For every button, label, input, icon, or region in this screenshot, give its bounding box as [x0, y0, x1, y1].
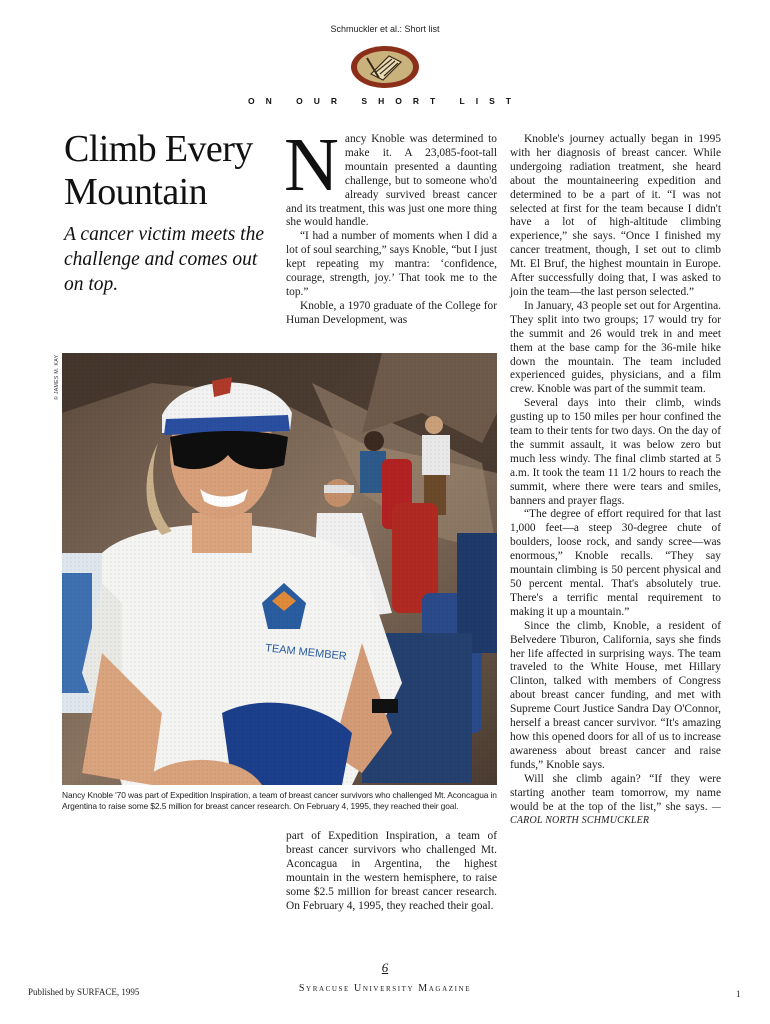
sheet-number: 1 — [736, 989, 741, 999]
article-column-1 — [284, 123, 497, 328]
magazine-name: Syracuse University Magazine — [298, 983, 472, 994]
paragraph: “I had a number of moments when I did a lot of soul searching,” says Knoble, “but I just kept repeating my mantra: ‘confidence, courage, strength, joy.’ That took me to the top.” — [286, 230, 497, 298]
paragraph: “The degree of effort required for that last 1,000 feet—a steep 30-degree chute of boulders, loose rock, and sandy scree—was enormous,” Knoble recalls. “They say mountain climbing is 50 percent physical and 50 percent mental. That's absolutely true. There's a terrific mental requirement to making it up a mountain.” — [510, 508, 721, 618]
article-column-2 — [510, 133, 721, 828]
article-column-3 — [286, 830, 497, 913]
published-by: Published by SURFACE, 1995 — [28, 987, 140, 997]
paragraph: ancy Knoble was determined to make it. A 23,085-foot-tall mountain presented a daunting challenge, but to someone who'd already survived breast cancer and its treatment, this was just one more thing she would handle. — [286, 133, 497, 229]
paragraph: Knoble's journey actually began in 1995 with her diagnosis of breast cancer. While undergoing radiation treatment, she heard about the mountaineering expedition and determined to be a part of it. “I was not selected at first for the team because I didn't have a lot of high-altitude climbing experience,” she says. “Once I finished my cancer treatment, though, I set out to climb Mt. El Bruf, the highest mountain in Europe. After successfully doing that, I was asked to join the team—the last person selected.” — [510, 133, 721, 298]
paragraph: Knoble, a 1970 graduate of the College for Human Development, was — [286, 299, 497, 326]
paragraph: part of Expedition Inspiration, a team of breast cancer survivors who challenged Mt. Aconcagua in Argentina, the highest mountain in the western hemisphere, to raise some $2.5 million for breast cancer research. On February 4, 1995, they reached their goal. — [286, 830, 497, 912]
running-head: Schmuckler et al.: Short list — [330, 24, 440, 34]
paragraph: Several days into their climb, winds gusting up to 150 miles per hour confined the team to their tents for two days. On the day of the summit assault, it was below zero but much less windy. The final climb started at 5 a.m. It took the team 11 1/2 hours to reach the summit, where there were tears and smiles, banners and prayer flags. — [510, 397, 721, 507]
headline: Climb Every Mountain — [64, 128, 253, 213]
drop-cap: N — [284, 123, 339, 207]
byline: —CAROL NORTH SCHMUCKLER — [510, 801, 721, 827]
paragraph — [510, 773, 721, 829]
dek: A cancer victim meets the challenge and comes out on top. — [64, 224, 264, 295]
paragraph: In January, 43 people set out for Argentina. They split into two groups; 17 would try for the summit and 26 would trek in and meet them at the base camp for the 36-mile hike down the mountain. The team included experienced guides, physicians, and a film crew. Knoble was part of the summit team. — [510, 299, 721, 396]
paragraph: Since the climb, Knoble, a resident of Belvedere Tiburon, California, says she finds her life affected in surprising ways. The team traveled to the White House, met Hillary Clinton, talked with members of Congress about breast cancer funding, and met with Supreme Court Justice Sandra Day O'Connor, herself a breast cancer survivor. “It's amazing how this opened doors for all of us to increase awareness about breast cancer and raise funds,” Knoble says. — [510, 619, 721, 771]
paragraph-text: Will she climb again? “If they were starting another team tomorrow, my name would be at the top of the list,” she says. — [510, 772, 721, 813]
photo-caption: Nancy Knoble '70 was part of Expedition Inspiration, a team of breast cancer survivors who challenged Mt. Aconcagua in Argentina to raise some $2.5 million for breast cancer research. On February 4, 1995, they reached their goal. — [62, 790, 497, 811]
section-title: ON OUR SHORT LIST — [248, 96, 522, 106]
page-number: 6 — [381, 960, 389, 975]
climber-photo — [62, 353, 497, 785]
photo-credit: © JAMES M. KAY — [54, 354, 60, 400]
short-list-emblem-icon — [349, 44, 421, 90]
